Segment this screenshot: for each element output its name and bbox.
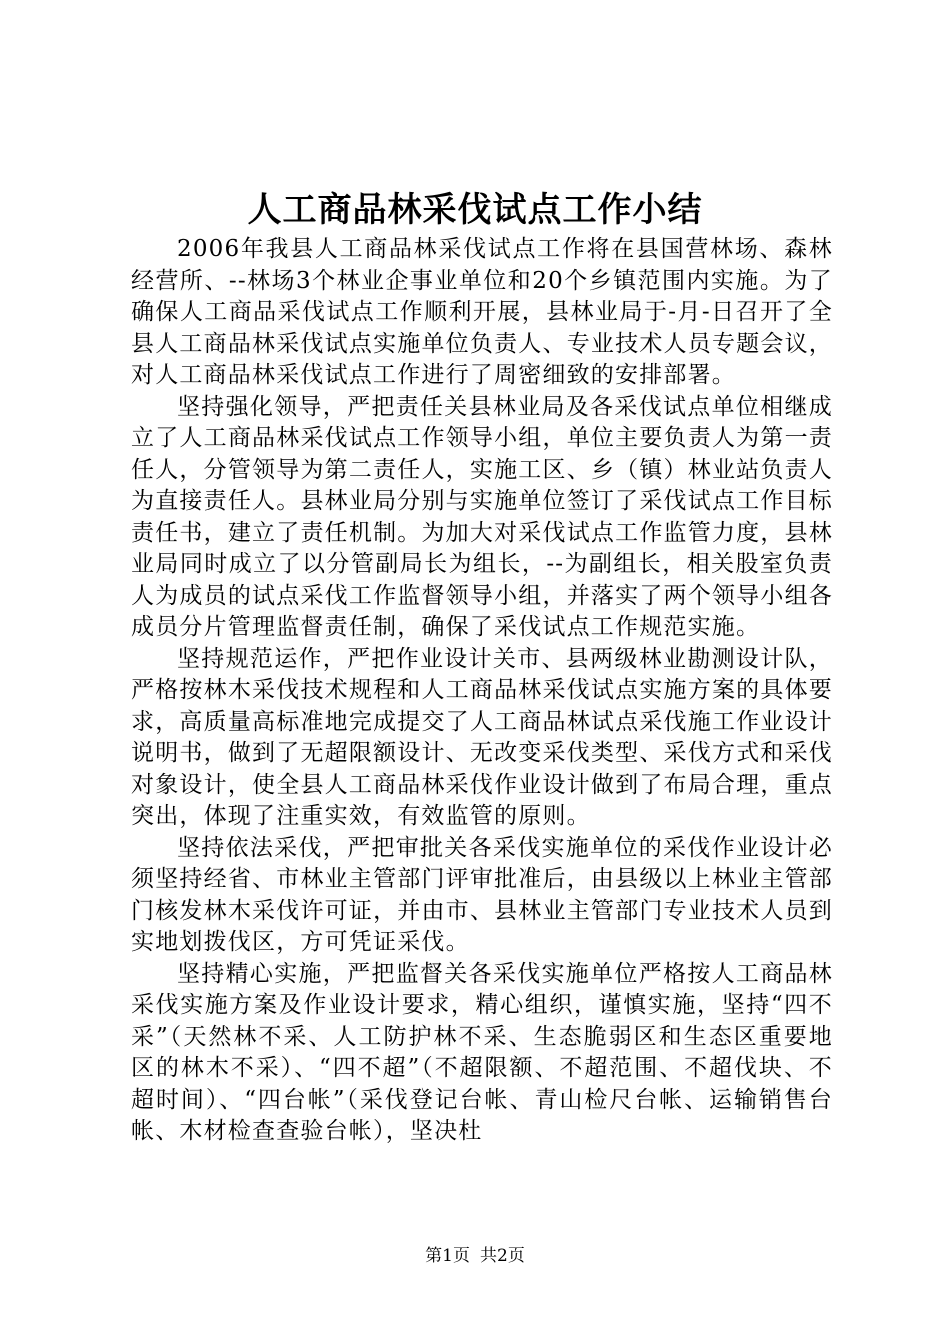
document-title: 人工商品林采伐试点工作小结 <box>247 190 703 230</box>
paragraph: 2006年我县人工商品林采伐试点工作将在县国营林场、森林经营所、--林场3个林业企事业单位和20个乡镇范围内实施。为了确保人工商品采伐试点工作顺利开展，县林业局于-月-日召开了全县人工商品林采伐试点实施单位负责人、专业技术人员专题会议，对人工商品林采伐试点工作进行了周密细致的安排部署。 <box>131 236 833 388</box>
page-footer <box>0 1244 950 1268</box>
paragraph: 坚持精心实施，严把监督关各采伐实施单位严格按人工商品林采伐实施方案及作业设计要求，精心组织，谨慎实施，坚持“四不采”（天然林不采、人工防护林不采、生态脆弱区和生态区重要地区的林木不采）、“四不超”（不超限额、不超范围、不超伐块、不超时间）、“四台帐”（采伐登记台帐、青山检尺台帐、运输销售台帐、木材检查查验台帐），坚决杜 <box>131 960 833 1144</box>
page-total: 共2页 <box>480 1246 525 1266</box>
page-number: 第1页 <box>425 1246 470 1266</box>
paragraph: 坚持依法采伐，严把审批关各采伐实施单位的采伐作业设计必须坚持经省、市林业主管部门评审批准后，由县级以上林业主管部门核发林木采伐许可证，并由市、县林业主管部门专业技术人员到实地划拨伐区，方可凭证采伐。 <box>131 834 833 955</box>
document-body <box>131 234 833 1148</box>
paragraph: 坚持强化领导，严把责任关县林业局及各采伐试点单位相继成立了人工商品林采伐试点工作领导小组，单位主要负责人为第一责任人，分管领导为第二责任人，实施工区、乡（镇）林业站负责人为直接责任人。县林业局分别与实施单位签订了采伐试点工作目标责任书，建立了责任机制。为加大对采伐试点工作监管力度，县林业局同时成立了以分管副局长为组长，--为副组长，相关股室负责人为成员的试点采伐工作监督领导小组，并落实了两个领导小组各成员分片管理监督责任制，确保了采伐试点工作规范实施。 <box>131 393 833 640</box>
paragraph: 坚持规范运作，严把作业设计关市、县两级林业勘测设计队，严格按林木采伐技术规程和人工商品林采伐试点实施方案的具体要求，高质量高标准地完成提交了人工商品林试点采伐施工作业设计说明书，做到了无超限额设计、无改变采伐类型、采伐方式和采伐对象设计，使全县人工商品林采伐作业设计做到了布局合理，重点突出，体现了注重实效，有效监管的原则。 <box>131 645 833 829</box>
